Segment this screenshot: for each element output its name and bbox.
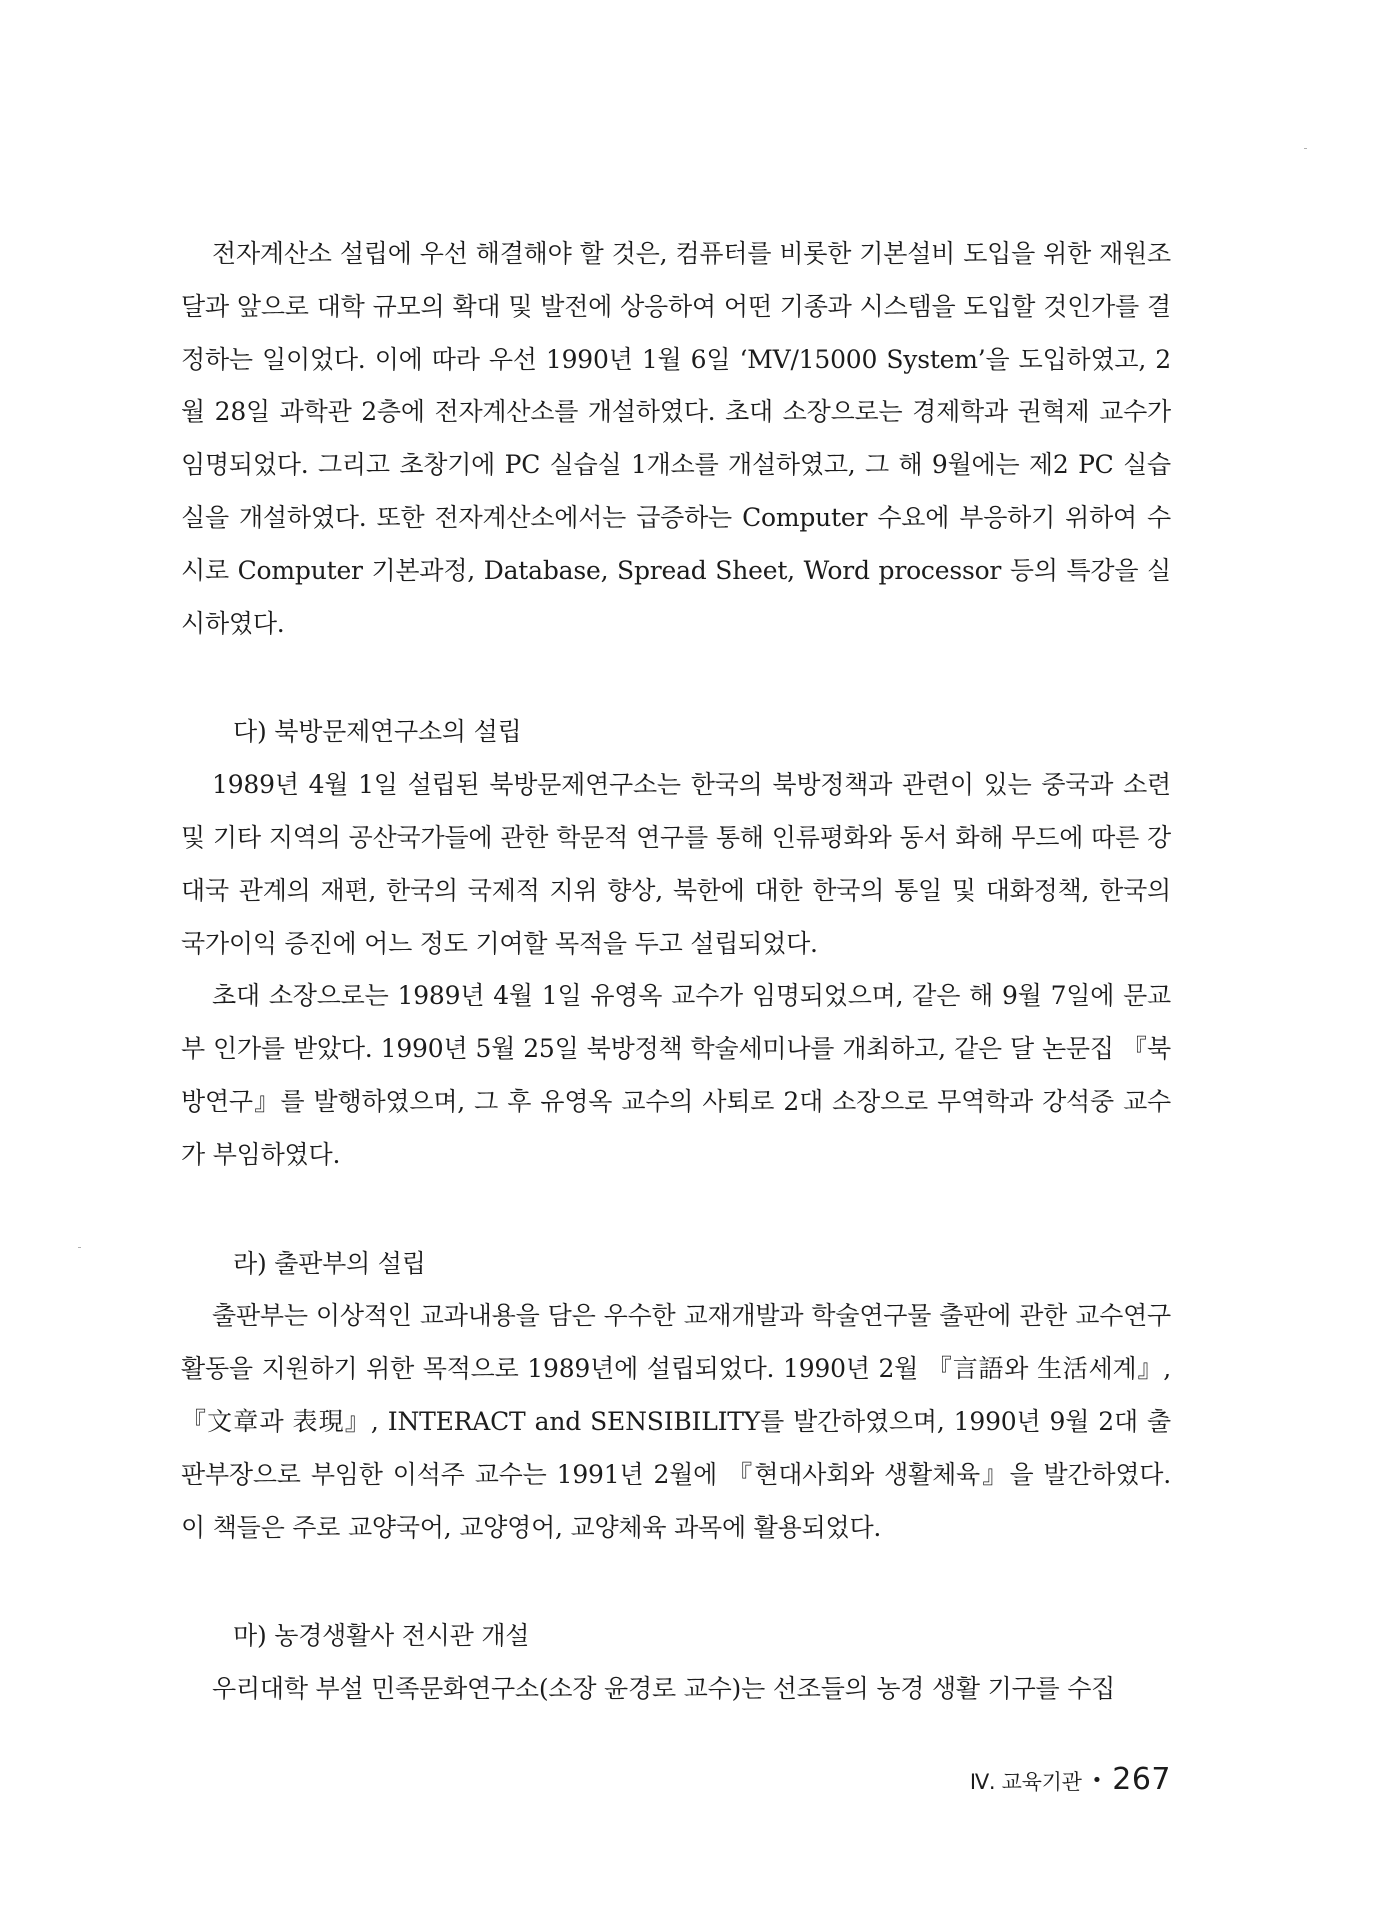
section-paragraph: 1989년 4월 1일 설립된 북방문제연구소는 한국의 북방정책과 관련이 있는 중국과 소련 및 기타 지역의 공산국가들에 관한 학문적 연구를 통해 인류평화와 동서 화해 무드에 따른 강대국 관계의 재편, 한국의 국제적 지위 향상, 북한에 대한 한국의 통일 및 대화정책, 한국의 국가이익 증진에 어느 정도 기여할 목적을 두고 설립되었다. xyxy=(181,770,1171,958)
section-northern-research-institute xyxy=(181,706,1171,1181)
bullet-separator: • xyxy=(1091,1770,1103,1791)
scan-edge-mark xyxy=(1304,148,1307,149)
section-publishing-department xyxy=(181,1238,1171,1555)
section-paragraph: 초대 소장으로는 1989년 4월 1일 유영옥 교수가 임명되었으며, 같은 해 9월 7일에 문교부 인가를 받았다. 1990년 5월 25일 북방정책 학술세미나를 개최하고, 같은 달 논문집 『북방연구』를 발행하였으며, 그 후 유영옥 교수의 사퇴로 2대 소장으로 무역학과 강석중 교수가 부임하였다. xyxy=(181,981,1171,1169)
scan-edge-mark xyxy=(78,1247,81,1248)
section-farming-exhibition-hall xyxy=(181,1610,1171,1716)
intro-paragraph: 전자계산소 설립에 우선 해결해야 할 것은, 컴퓨터를 비롯한 기본설비 도입을 위한 재원조달과 앞으로 대학 규모의 확대 및 발전에 상응하여 어떤 기종과 시스템을 도입할 것인가를 결정하는 일이었다. 이에 따라 우선 1990년 1월 6일 ‘MV/15000 System’을 도입하였고, 2월 28일 과학관 2층에 전자계산소를 개설하였다. 초대 소장으로는 경제학과 권혁제 교수가 임명되었다. 그리고 초창기에 PC 실습실 1개소를 개설하였고, 그 해 9월에는 제2 PC 실습실을 개설하였다. 또한 전자계산소에서는 급증하는 Computer 수요에 부응하기 위하여 수시로 Computer 기본과정, Database, Spread Sheet, Word processor 등의 특강을 실시하였다. xyxy=(181,239,1171,638)
chapter-label: Ⅳ. 교육기관 xyxy=(969,1770,1082,1794)
section-heading: 마) 농경생활사 전시관 개설 xyxy=(233,1621,530,1651)
section-paragraph: 출판부는 이상적인 교과내용을 담은 우수한 교재개발과 학술연구물 출판에 관한 교수연구 활동을 지원하기 위한 목적으로 1989년에 설립되었다. 1990년 2월 『言語와 生活세계』, 『文章과 表現』, INTERACT and SENSIBILITY를 발간하였으며, 1990년 9월 2대 출판부장으로 부임한 이석주 교수는 1991년 2월에 『현대사회와 생활체육』을 발간하였다. 이 책들은 주로 교양국어, 교양영어, 교양체육 과목에 활용되었다. xyxy=(181,1301,1171,1542)
page-footer xyxy=(970,1762,1171,1802)
page-number: 267 xyxy=(1112,1762,1171,1797)
section-heading: 다) 북방문제연구소의 설립 xyxy=(233,717,522,747)
page-body xyxy=(181,228,1171,1716)
section-paragraph: 우리대학 부설 민족문화연구소(소장 윤경로 교수)는 선조들의 농경 생활 기구를 수집 xyxy=(212,1674,1116,1704)
section-heading: 라) 출판부의 설립 xyxy=(233,1248,426,1278)
